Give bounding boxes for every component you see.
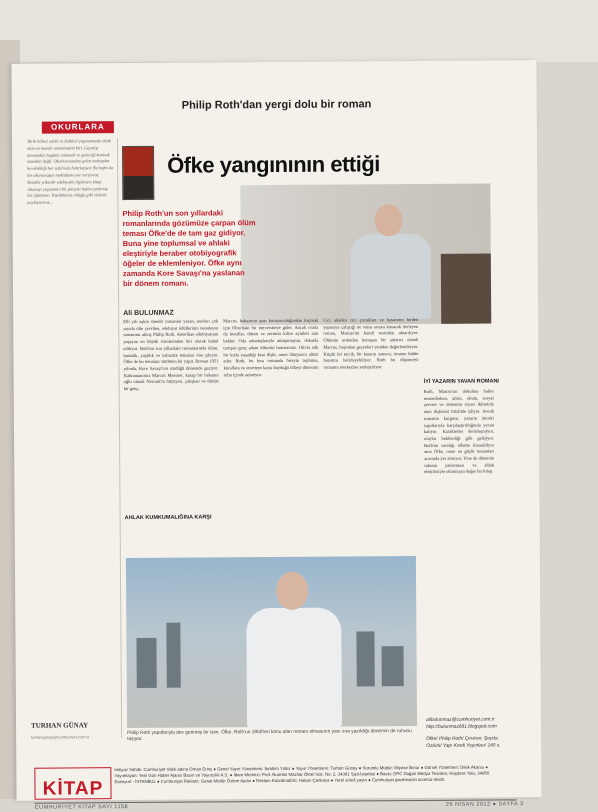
article-column-2: Marcus, babasının aşırı koruyuculuğundan kaçmak için Ohio'daki bir üniversiteye gider. Ancak orada da kurallar, düzen ve zorunlu kilise ayinleri onu bekler. Oda arkadaşlarıyla anlaşamayan, dekanla tartışan genç adam öfkesini bastıramaz. Olivia adlı bir kızla yaşadığı kısa ilişki, onun dünyasını altüst eder. Roth, bu kısa romanda bireyin topluma, kurallara ve otoriteye karşı duyduğu öfkeyi dönemin ruhu içinde anlatıyor. (223, 317, 319, 377)
main-title: Öfke yangınının ettiği (167, 151, 380, 178)
byline: Ali BULUNMAZ (123, 309, 174, 318)
skyline-building (382, 646, 404, 686)
chair-shape (441, 253, 491, 323)
kitap-logo (34, 767, 111, 800)
header-title: Philip Roth'dan yergi dolu bir roman (181, 98, 372, 112)
skyline-building (356, 631, 374, 686)
page-background-top (0, 0, 598, 62)
skyline-building (136, 638, 156, 688)
author-photo-top (240, 184, 491, 326)
sidebar-column (27, 138, 122, 739)
section-label: OKURLARA (42, 121, 114, 134)
kitap-logo-text: KİTAP (42, 778, 104, 800)
article-column-3: Cici aileden cici çocukları ve hayatının birden yapmaya çalıştığı ne varsa ortaya koyarak ilerleyen roman, Marcus'un kendi sesinden aktarılıyor. Ölümün ardından konuşan bir anlatıcı olarak Marcus, başından geçenleri yeniden değerlendiriyor. Küçük bir tercih, bir kararın sonucu, insanın bütün hayatını belirleyebiliyor. Roth bu düşünceyi romanın merkezine yerleştiriyor. (323, 317, 419, 370)
article-column-1: Elli yılı aşkın süredir romanlar yazan, eserleri çok sayıda dile çevrilen, edebiyat ödüllerinin neredeyse tamamını almış Philip Roth, Amerikan edebiyatının yaşayan en büyük isimlerinden biri olarak kabul ediliyor. Roth'un son yıllardaki romanlarında ölüm, hastalık, yaşlılık ve yalnızlık temaları öne çıkıyor. Öfke de bu temaları sürdüren bir yapıt. Roman 1951 yılında, Kore Savaşı'nın sürdüğü dönemde geçiyor. Kahramanımız Marcus Messner, kasap bir babanın oğlu olarak Newark'ta büyüyen, çalışkan ve dürüst bir genç. (123, 318, 219, 392)
issue-info: CUMHURİYET KİTAP SAYI 1158 (34, 804, 129, 811)
author-head-main (276, 572, 308, 610)
author-blog[interactable]: http://bulunmaz681.blogspot.com (426, 723, 497, 730)
book-cover-image (122, 146, 154, 200)
book-info (426, 717, 511, 750)
book-details: Öfke/ Philip Roth/ Çeviren: Şeyda Öztürk/ Yapı Kredi Yayınları/ 140 s. (426, 736, 501, 749)
sidebar-signature: TURHAN GÜNAY (31, 721, 89, 730)
sidebar-text: Tarih bilinci edebi ve kültürel yaşamımızda eksik olan en önemli unsurlardan biri. Geçmişi tanımadan bugünü anlamak ve geleceği kurmak mümkün değil. Okurlarımızdan gelen mektuplar bu eksikliği her seferinde hatırlatıyor. Bu hafta da bir okurumuzun mektubuna yer veriyoruz. Kendisi yıllardır edebiyatla ilgilenen, kitap okumayı yaşamının bir parçası haline getirmiş bir öğretmen. Yazdıklarını olduğu gibi sizlerle paylaşıyoruz... (26, 138, 114, 205)
author-body-main (246, 608, 342, 729)
author-head (374, 204, 402, 236)
author-figure-main (246, 572, 337, 723)
imprint-text: İmtiyaz Sahibi: Cumhuriyet Vakfı adına Orhan Erinç ● Genel Yayın Yönetmeni: İbrahim Yıldız ● Yayın Yönetmeni: Turhan Günay ● Sorumlu Müdür: Miyase İlknur ● Görsel Yönetmen: Dilek Akarsu ● Yayımlayan: Yeni Gün Haber Ajansı Basın ve Yayıncılık A.Ş. ● İdare Merkezi: Prof. Nurettin Mazhar Öktel Sok. No: 2, 34381 Şişli-İstanbul ● Baskı: DPC Doğan Medya Tesisleri, Hoşdere Yolu, 34850 Esenyurt - İSTANBUL ● Cumhuriyet Reklam: Genel Müdür Özlem Aydın ● Reklam Koordinatörü: Hakan Çankaya ● Yerel süreli yayın ● Cumhuriyet gazetesinin ücretsiz ekidir. (114, 764, 490, 785)
skyline-building (166, 623, 180, 688)
intro-text: Philip Roth'un son yıllardaki romanlarında gözümüze çarpan ölüm teması Öfke'de de tam gaz gidiyor. Buna yine toplumsal ve ahlaki eleştiriyle beraber otobiyografik öğeler de eklemleniyor. Öfke aynı zamanda Kore Savaşı'na yaslanan bir dönem romanı. (122, 208, 256, 289)
sidebar-signature-email: turhangunay@cumhuriyet.com.tr (31, 734, 90, 740)
article-column-4: Roth, Marcus'un dokulma halini resmederken, ailesi, okulu, sosyal çevresi ve dönemin siyasi iklimiyle olan ilişkisini titizlikle işliyor. Ancak romanın kurgusu, yazarın önceki yapıtlarıyla karşılaştırıldığında yavan kalıyor. Karakterler derinleşmiyor, olaylar beklendiği gibi gelişiyor. Roth'un ustalığı elbette hissediliyor ama Öfke, onun en güçlü romanları arasında yer almıyor. Yine de dönemin ruhunu yansıtması ve ahlak eleştirisiyle okunmaya değer bir kitap. (423, 388, 495, 475)
subhead-1: AHLAK KUMKUMALIĞINA KARŞI (124, 514, 212, 522)
author-figure (350, 204, 431, 320)
author-body (351, 234, 432, 320)
author-photo-main (126, 556, 417, 728)
photo-caption: Philip Roth yapıtlarıyla dev getirmiş bir isim. Öfke, Roth'un 1950'leri konu alan romanı olmasının yanı sıra yazıldığı dönemin de ruhunu taşıyor. (127, 729, 412, 743)
magazine-page (11, 60, 541, 811)
subhead-2: İYİ YAZARIN YAVAN ROMANI (423, 378, 499, 385)
author-email[interactable]: alibulunmaz@cumhuriyet.com.tr (426, 717, 495, 723)
date-page-info: 26 NİSAN 2012 ● SAYFA 3 (445, 801, 524, 808)
